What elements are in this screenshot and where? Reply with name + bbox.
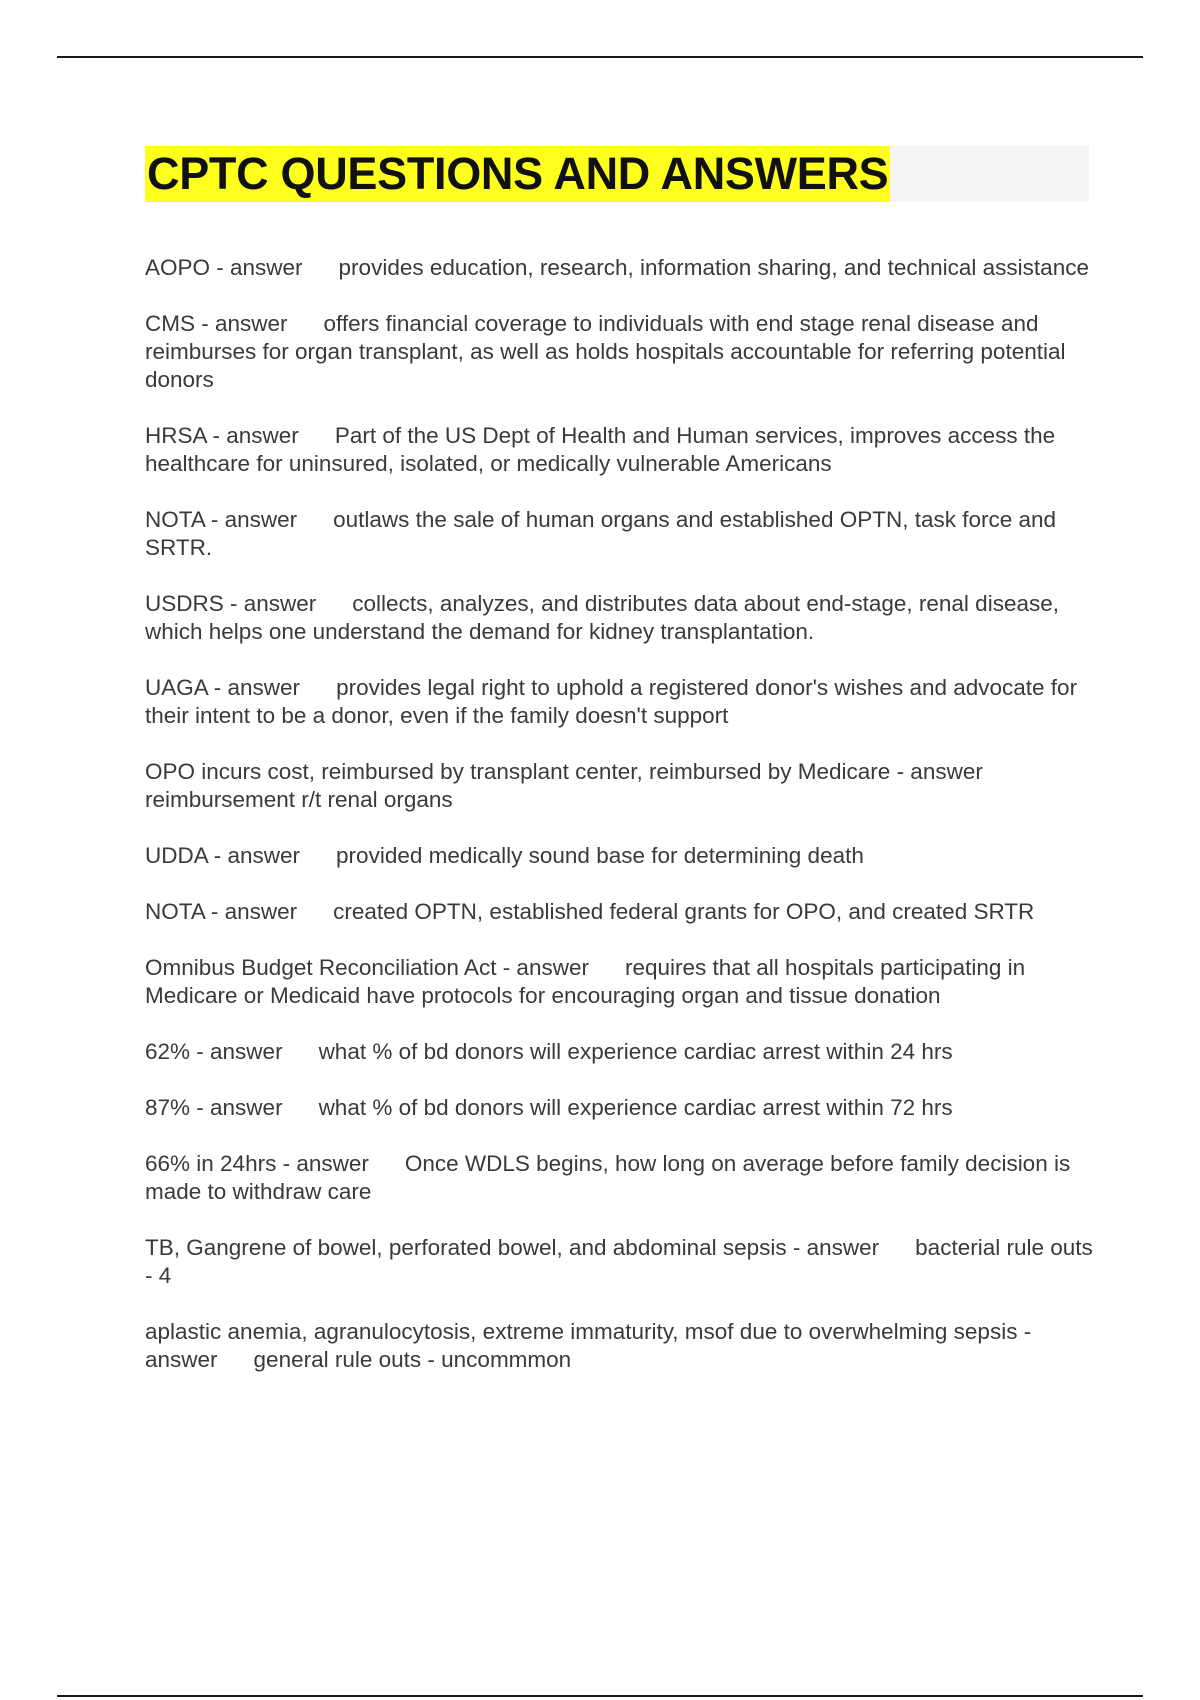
- qa-entry: [145, 1234, 1095, 1290]
- qa-definition: requires that all hospitals participating in Medicare or Medicaid have protocols for encouraging organ and tissue donation: [145, 955, 1026, 1008]
- qa-term: Omnibus Budget Reconciliation Act - answer: [145, 955, 589, 980]
- qa-definition: provides education, research, information sharing, and technical assistance: [338, 255, 1089, 280]
- qa-term: aplastic anemia, agranulocytosis, extreme immaturity, msof due to overwhelming sepsis - answer: [145, 1319, 1032, 1372]
- qa-term: NOTA - answer: [145, 507, 298, 532]
- qa-entry: [145, 590, 1095, 646]
- qa-definition: reimbursement r/t renal organs: [145, 787, 453, 812]
- qa-definition: what % of bd donors will experience cardiac arrest within 24 hrs: [318, 1039, 953, 1064]
- qa-term: NOTA - answer: [145, 899, 298, 924]
- qa-term: OPO incurs cost, reimbursed by transplant center, reimbursed by Medicare - answer: [145, 759, 983, 784]
- top-rule: [57, 56, 1143, 58]
- qa-definition: created OPTN, established federal grants for OPO, and created SRTR: [333, 899, 1035, 924]
- bottom-rule: [57, 1695, 1143, 1697]
- qa-entry: [145, 422, 1095, 478]
- qa-definition: provides legal right to uphold a registered donor's wishes and advocate for their intent to be a donor, even if the family doesn't support: [145, 675, 1078, 728]
- qa-definition: Part of the US Dept of Health and Human services, improves access the healthcare for uninsured, isolated, or medically vulnerable Americans: [145, 423, 1056, 476]
- qa-term: TB, Gangrene of bowel, perforated bowel, and abdominal sepsis - answer: [145, 1235, 880, 1260]
- qa-definition: offers financial coverage to individuals with end stage renal disease and reimburses for organ transplant, as well as holds hospitals accountable for referring potential donors: [145, 311, 1066, 392]
- qa-entry: [145, 1150, 1095, 1206]
- qa-definition: what % of bd donors will experience cardiac arrest within 72 hrs: [318, 1095, 953, 1120]
- qa-definition: general rule outs - uncommmon: [253, 1347, 572, 1372]
- qa-definition: outlaws the sale of human organs and established OPTN, task force and SRTR.: [145, 507, 1057, 560]
- qa-term: 87% - answer: [145, 1095, 283, 1120]
- qa-term: USDRS - answer: [145, 591, 317, 616]
- qa-term: CMS - answer: [145, 311, 288, 336]
- qa-term: UAGA - answer: [145, 675, 301, 700]
- qa-definition: provided medically sound base for determining death: [336, 843, 864, 868]
- qa-definition: bacterial rule outs - 4: [145, 1235, 1093, 1288]
- qa-entry: [145, 1038, 1095, 1066]
- qa-term: 62% - answer: [145, 1039, 283, 1064]
- qa-term: 66% in 24hrs - answer: [145, 1151, 369, 1176]
- qa-term: UDDA - answer: [145, 843, 301, 868]
- qa-entry: [145, 674, 1095, 730]
- qa-entry: [145, 842, 1095, 870]
- qa-entry: [145, 758, 1095, 814]
- qa-entry: [145, 254, 1095, 282]
- qa-entry: [145, 506, 1095, 562]
- qa-entry: [145, 310, 1095, 394]
- qa-entry: [145, 1318, 1095, 1374]
- qa-term: HRSA - answer: [145, 423, 299, 448]
- qa-entry: [145, 1094, 1095, 1122]
- qa-term: AOPO - answer: [145, 255, 303, 280]
- qa-definition: collects, analyzes, and distributes data about end-stage, renal disease, which helps one understand the demand for kidney transplantation.: [145, 591, 1059, 644]
- qa-definition: Once WDLS begins, how long on average before family decision is made to withdraw care: [145, 1151, 1071, 1204]
- qa-entry: [145, 954, 1095, 1010]
- qa-entry: [145, 898, 1095, 926]
- page-title: CPTC QUESTIONS AND ANSWERS: [145, 146, 890, 202]
- qa-list: [145, 254, 1095, 1402]
